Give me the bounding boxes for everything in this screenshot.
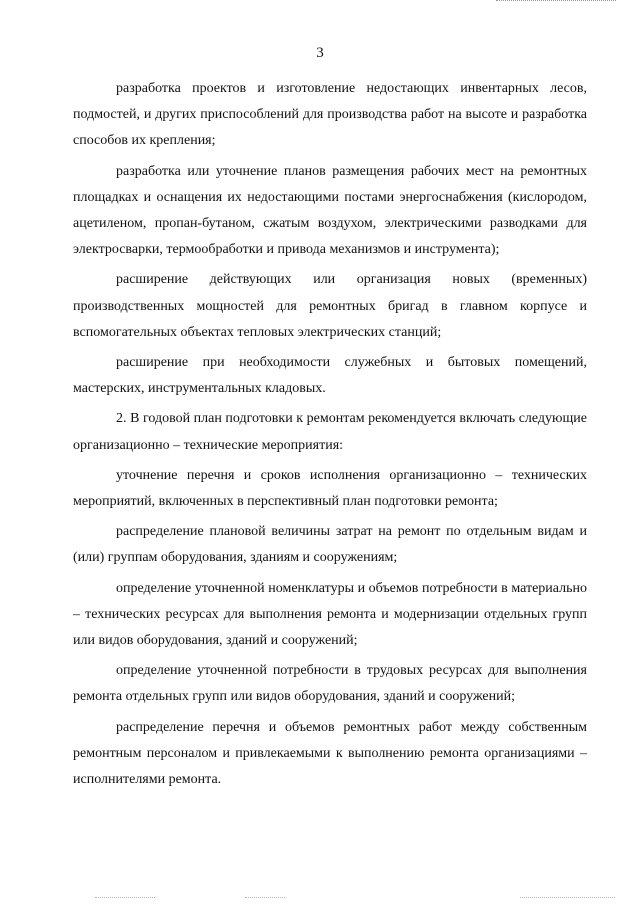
scan-mark (95, 897, 155, 899)
paragraph-clarify-measures: уточнение перечня и сроков исполнения организационно – технических мероприятий, включенных в перспективный план подготовки ремонта; (73, 467, 587, 510)
paragraph-production-capacity: расширение действующих или организация новых (временных) производственных мощностей для ремонтных бригад в главном корпусе и вспомогательных объектах тепловых электрических станций; (73, 272, 587, 340)
paragraph-cost-distribution: распределение плановой величины затрат на ремонт по отдельным видам и (или) группам оборудования, зданиям и сооружениям; (73, 524, 587, 566)
paragraph-service-premises: расширение при необходимости служебных и бытовых помещений, мастерских, инструментальных кладовых. (73, 355, 587, 397)
paragraph-material-resources: определение уточненной номенклатуры и объемов потребности в материально – технических ресурсах для выполнения ремонта и модернизации отдельных групп или видов оборудования, зданий и сооружений; (73, 580, 587, 649)
paragraph-labor-resources: определение уточненной потребности в трудовых ресурсах для выполнения ремонта отдельных групп или видов оборудования, зданий и сооружений; (73, 663, 587, 705)
scan-mark (520, 897, 615, 899)
scan-top-edge-mark (496, 0, 616, 2)
page-number: 3 (316, 45, 324, 61)
paragraph-work-distribution: распределение перечня и объемов ремонтных работ между собственным ремонтным персоналом и привлекаемыми к выполнению ремонта организациями – исполнителями ремонта. (73, 719, 587, 788)
paragraph-scaffolding-projects: разработка проектов и изготовление недостающих инвентарных лесов, подмостей, и других приспособлений для производства работ на высоте и разработка способов их крепления; (73, 81, 587, 149)
document-body (73, 76, 587, 797)
scan-bottom-edge-marks (0, 895, 640, 901)
scan-mark (245, 897, 285, 899)
paragraph-workplace-plans: разработка или уточнение планов размещения рабочих мест на ремонтных площадках и оснащения их недостающими постами энергоснабжения (кислородом, ацетиленом, пропан-бутаном, сжатым воздухом, электрическими разводками для электросварки, термообработки и привода механизмов и инструмента); (73, 163, 587, 258)
paragraph-annual-plan-intro: 2. В годовой план подготовки к ремонтам рекомендуется включать следующие организационно – технические мероприятия: (73, 411, 587, 453)
